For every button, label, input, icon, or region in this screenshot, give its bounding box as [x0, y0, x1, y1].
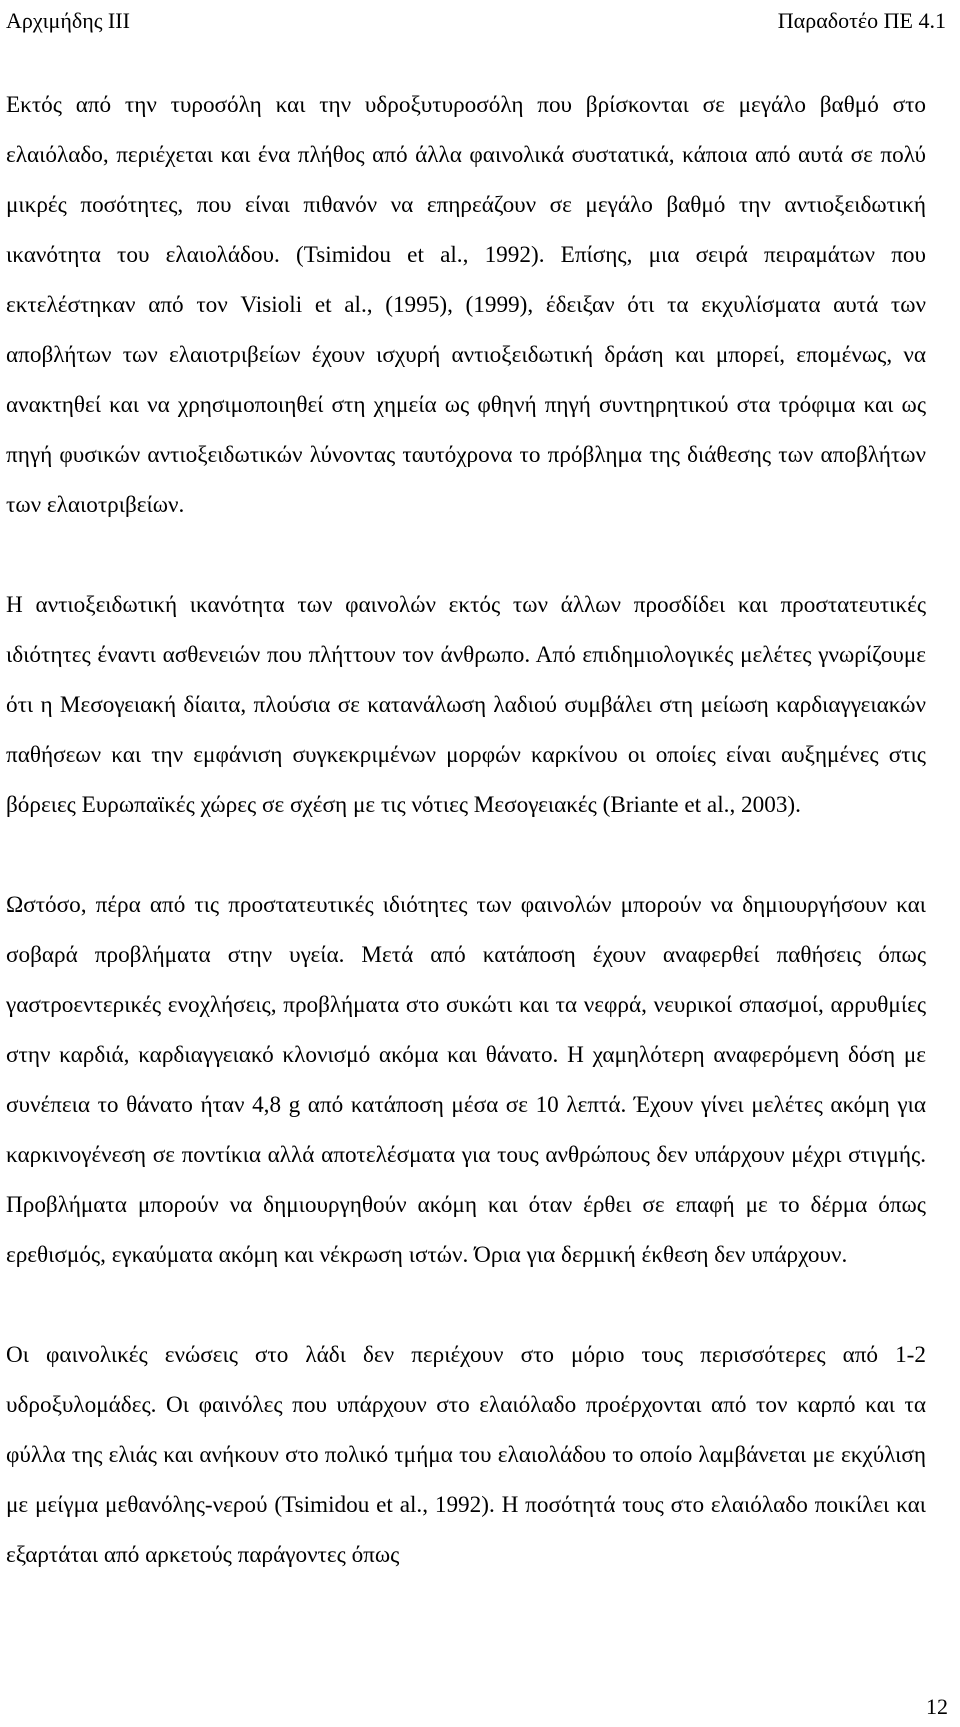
page-header	[6, 8, 946, 34]
paragraph-2: Η αντιοξειδωτική ικανότητα των φαινολών εκτός των άλλων προσδίδει και προστατευτικές ιδιότητες έναντι ασθενειών που πλήττουν τον άνθρωπο. Από επιδημιολογικές μελέτες γνωρίζουμε ότι η Μεσογειακή δίαιτα, πλούσια σε κατανάλωση λαδιού συμβάλει στη μείωση καρδιαγγειακών παθήσεων και την εμφάνιση συγκεκριμένων μορφών καρκίνου οι οποίες είναι αυξημένες στις βόρειες Ευρωπαϊκές χώρες σε σχέση με τις νότιες Μεσογειακές (Briante et al., 2003).	[6, 592, 926, 818]
document-body	[6, 80, 926, 1630]
header-left-title: Αρχιμήδης ΙΙΙ	[6, 8, 130, 33]
page-number: 12	[926, 1694, 948, 1719]
header-right-deliverable: Παραδοτέο ΠΕ 4.1	[777, 8, 946, 33]
paragraph-1: Εκτός από την τυροσόλη και την υδροξυτυροσόλη που βρίσκονται σε μεγάλο βαθμό στο ελαιόλαδο, περιέχεται και ένα πλήθος από άλλα φαινολικά συστατικά, κάποια από αυτά σε πολύ μικρές ποσότητες, που είναι πιθανόν να επηρεάζουν σε μεγάλο βαθμό την αντιοξειδωτική ικανότητα του ελαιολάδου. (Tsimidou et al., 1992). Επίσης, μια σειρά πειραμάτων που εκτελέστηκαν από τον Visioli et al., (1995), (1999), έδειξαν ότι τα εκχυλίσματα αυτά των αποβλήτων των ελαιοτριβείων έχουν ισχυρή αντιοξειδωτική δράση και μπορεί, επομένως, να ανακτηθεί και να χρησιμοποιηθεί στη χημεία ως φθηνή πηγή συντηρητικού στα τρόφιμα και ως πηγή φυσικών αντιοξειδωτικών λύνοντας ταυτόχρονα το πρόβλημα της διάθεσης των αποβλήτων των ελαιοτριβείων.	[6, 92, 926, 518]
paragraph-4: Οι φαινολικές ενώσεις στο λάδι δεν περιέχουν στο μόριο τους περισσότερες από 1-2 υδροξυλομάδες. Οι φαινόλες που υπάρχουν στο ελαιόλαδο προέρχονται από τον καρπό και τα φύλλα της ελιάς και ανήκουν στο πολικό τμήμα του ελαιολάδου το οποίο λαμβάνεται με εκχύλιση με μείγμα μεθανόλης-νερού (Tsimidou et al., 1992). Η ποσότητά τους στο ελαιόλαδο ποικίλει και εξαρτάται από αρκετούς παράγοντες όπως	[6, 1342, 926, 1568]
paragraph-3: Ωστόσο, πέρα από τις προστατευτικές ιδιότητες των φαινολών μπορούν να δημιουργήσουν και σοβαρά προβλήματα στην υγεία. Μετά από κατάποση έχουν αναφερθεί παθήσεις όπως γαστροεντερικές ενοχλήσεις, προβλήματα στο συκώτι και τα νεφρά, νευρικοί σπασμοί, αρρυθμίες στην καρδιά, καρδιαγγειακό κλονισμό ακόμα και θάνατο. Η χαμηλότερη αναφερόμενη δόση με συνέπεια το θάνατο ήταν 4,8 g από κατάποση μέσα σε 10 λεπτά. Έχουν γίνει μελέτες ακόμη για καρκινογένεση σε ποντίκια αλλά αποτελέσματα για τους ανθρώπους δεν υπάρχουν μέχρι στιγμής. Προβλήματα μπορούν να δημιουργηθούν ακόμη και όταν έρθει σε επαφή με το δέρμα όπως ερεθισμός, εγκαύματα ακόμη και νέκρωση ιστών. Όρια για δερμική έκθεση δεν υπάρχουν.	[6, 892, 926, 1268]
